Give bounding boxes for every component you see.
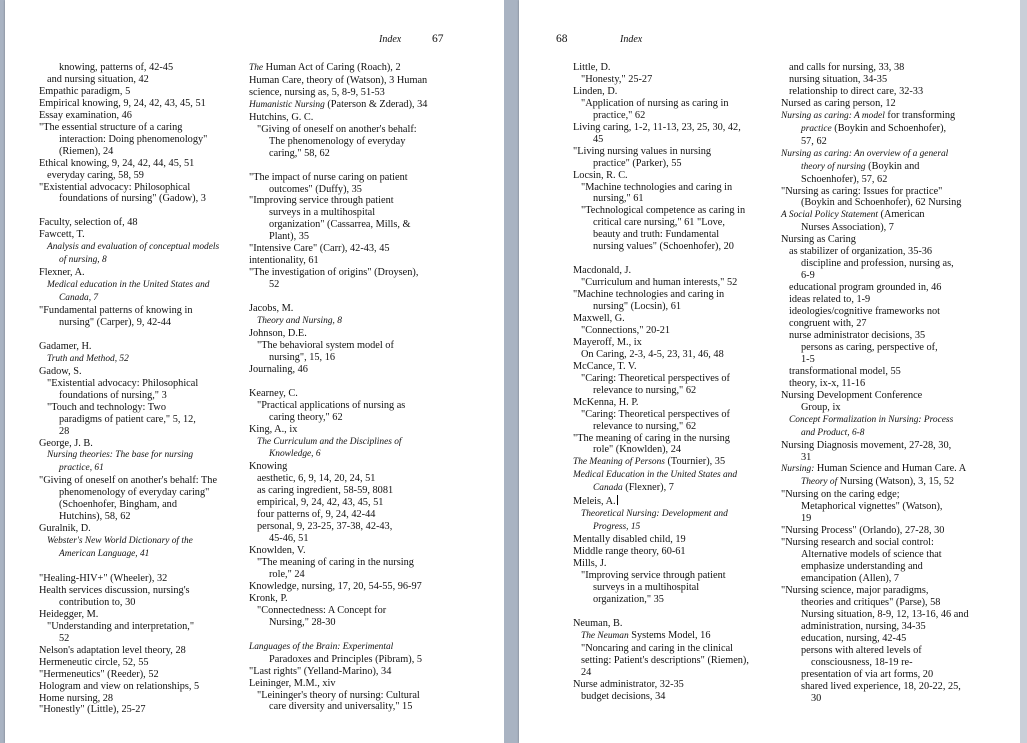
index-entry: practice, 61: [59, 463, 104, 474]
index-entry: Humanistic Nursing (Paterson & Zderad), 34: [249, 98, 428, 110]
index-entry: setting: Patient's descriptions" (Riemen),: [581, 654, 749, 666]
index-entry: "Caring: Theoretical perspectives of: [581, 408, 730, 420]
index-entry: 1-5: [801, 353, 815, 365]
index-entry: and calls for nursing, 33, 38: [789, 62, 905, 73]
index-entry: consciousness, 18-19 re-: [811, 656, 913, 668]
index-entry: Faculty, selection of, 48: [39, 217, 138, 229]
index-entry: 52: [59, 632, 70, 644]
index-entry: Medical education in the United States and: [47, 280, 210, 291]
index-entry: Nursing: Human Science and Human Care. A: [781, 463, 967, 475]
index-entry: Human Care, theory of (Watson), 3 Human: [249, 74, 428, 86]
index-entry: nursing situation, 34-35: [789, 73, 888, 85]
index-column-left-1: [39, 62, 239, 716]
index-entry: administration, nursing, 34-35: [801, 620, 926, 632]
index-entry: Neuman, B.: [573, 617, 623, 629]
index-entry: The Meaning of Persons (Tournier), 35: [573, 456, 726, 468]
index-entry: "Application of nursing as caring in: [581, 97, 729, 109]
index-entry: "Machine technologies and caring in: [581, 181, 733, 193]
index-entry: "Nursing research and social control:: [781, 537, 934, 549]
index-entry: emancipation (Allen), 7: [801, 573, 900, 585]
index-entry: American Language, 41: [59, 549, 150, 560]
index-entry: Home nursing, 28: [39, 692, 114, 704]
index-entry: "The behavioral system model of: [257, 339, 394, 351]
index-entry: Empirical knowing, 9, 24, 42, 43, 45, 51: [39, 97, 206, 109]
index-entry: Kronk, P.: [249, 592, 288, 604]
index-entry: persons as caring, perspective of,: [801, 341, 938, 353]
index-entry: Nursing situation, 8-9, 12, 13-16, 46 and: [801, 608, 969, 620]
index-entry: Empathic paradigm, 5: [39, 85, 131, 97]
index-entry: Nurses Association), 7: [801, 222, 894, 234]
page-number: 68: [556, 33, 568, 45]
index-entry: role," 24: [269, 568, 305, 580]
index-entry: Mentally disabled child, 19: [573, 534, 686, 546]
index-entry: "Connections," 20-21: [581, 324, 671, 336]
index-entry: Maxwell, G.: [573, 313, 625, 324]
index-entry: George, J. B.: [39, 437, 93, 449]
index-entry: 19: [801, 513, 812, 525]
index-entry: Truth and Method, 52: [47, 353, 129, 364]
index-entry: 45: [593, 133, 604, 145]
index-entry: Canada (Flexner), 7: [593, 482, 674, 494]
index-entry: "The impact of nurse caring on patient: [249, 171, 408, 183]
index-entry: Nursing theories: The base for nursing: [47, 450, 194, 461]
index-entry: beauty and truth: Fundamental: [593, 229, 720, 241]
index-entry: ideologies/cognitive frameworks not: [789, 306, 940, 318]
entry-spacer: [39, 205, 239, 217]
index-entry: theory of nursing (Boykin and: [801, 160, 920, 172]
index-entry: 24: [581, 666, 592, 678]
index-entry: King, A., ix: [249, 423, 298, 435]
index-entry: role" (Knowlden), 24: [593, 444, 681, 456]
index-column-left-2: [249, 62, 445, 713]
index-entry: Nursed as caring person, 12: [781, 97, 896, 109]
index-entry: Heidegger, M.: [39, 608, 99, 620]
entry-spacer: [39, 561, 239, 573]
index-entry: science, nursing as, 5, 8-9, 51-53: [249, 86, 385, 98]
index-entry: Ethical knowing, 9, 24, 42, 44, 45, 51: [39, 157, 195, 169]
index-entry: The phenomenology of everyday: [269, 135, 406, 147]
index-entry: (Riemen), 24: [59, 145, 114, 157]
index-entry: On Caring, 2-3, 4-5, 23, 31, 46, 48: [581, 348, 724, 360]
index-entry: Fawcett, T.: [39, 229, 85, 241]
index-entry: educational program grounded in, 46: [789, 282, 942, 294]
index-entry: Locsin, R. C.: [573, 169, 628, 181]
index-entry: Guralnik, D.: [39, 523, 91, 535]
index-entry: Plant), 35: [269, 231, 310, 243]
index-entry: "Machine technologies and caring in: [573, 289, 725, 301]
index-entry: "Existential advocacy: Philosophical: [39, 181, 191, 193]
index-entry: critical care nursing," 61 "Love,: [593, 217, 725, 229]
index-entry: "Curriculum and human interests," 52: [581, 277, 738, 289]
index-entry: McKenna, H. P.: [573, 396, 639, 408]
index-entry: "Technological competence as caring in: [581, 205, 746, 217]
index-entry: surveys in a multihospital: [269, 207, 376, 219]
index-entry: nursing values" (Schoenhofer), 20: [593, 241, 734, 253]
index-entry: theory, ix-x, 11-16: [789, 377, 866, 389]
index-entry: A Social Policy Statement (American: [781, 209, 925, 221]
index-entry: Linden, D.: [573, 85, 618, 97]
index-entry: "Improving service through patient: [581, 570, 726, 582]
index-entry: Medical Education in the United States and: [573, 470, 738, 481]
index-entry: caring theory," 62: [269, 411, 343, 423]
index-entry: of nursing, 8: [59, 255, 107, 266]
index-entry: (Boykin and Schoenhofer), 62 Nursing: [801, 197, 962, 209]
index-entry: "Giving of oneself on another's behalf:: [257, 123, 417, 135]
vertical-scrollbar[interactable]: [1020, 0, 1027, 743]
index-entry: relationship to direct care, 32-33: [789, 85, 924, 97]
index-entry: 31: [801, 451, 812, 463]
index-entry: "Caring: Theoretical perspectives of: [581, 372, 730, 384]
index-entry: practice (Boykin and Schoenhofer),: [801, 122, 947, 134]
index-entry: practice" (Parker), 55: [593, 157, 682, 169]
entry-spacer: [573, 606, 769, 618]
index-entry: Knowledge, nursing, 17, 20, 54-55, 96-97: [249, 580, 422, 592]
index-entry: Schoenhofer), 57, 62: [801, 173, 888, 185]
index-entry: "Connectedness: A Concept for: [257, 604, 387, 616]
index-entry: "Improving service through patient: [249, 195, 394, 207]
index-entry: "Last rights" (Yelland-Marino), 34: [249, 665, 392, 677]
index-entry: Hutchins), 58, 62: [59, 511, 131, 523]
index-entry: Health services discussion, nursing's: [39, 584, 190, 596]
index-entry: organization" (Cassarrea, Mills, &: [269, 219, 411, 231]
index-entry: The Neuman Systems Model, 16: [581, 629, 711, 641]
text-cursor: [617, 495, 618, 505]
index-entry: "Living nursing values in nursing: [573, 145, 712, 157]
index-entry: shared lived experience, 18, 20-22, 25,: [801, 680, 961, 692]
index-entry: presentation of via art forms, 20: [801, 668, 934, 680]
index-entry: Hologram and view on relationships, 5: [39, 680, 200, 692]
index-entry: The Curriculum and the Disciplines of: [257, 436, 402, 447]
page-header: [379, 33, 401, 45]
index-entry: Theory of Nursing (Watson), 3, 15, 52: [801, 476, 955, 488]
index-entry: "Intensive Care" (Carr), 42-43, 45: [249, 243, 390, 255]
index-entry: as caring ingredient, 58-59, 8081: [257, 485, 394, 497]
index-entry: Essay examination, 46: [39, 109, 132, 121]
index-entry: Nursing Diagnosis movement, 27-28, 30,: [781, 439, 952, 451]
index-entry: emphasize understanding and: [801, 561, 923, 573]
index-entry: "The meaning of caring in the nursing: [573, 432, 730, 444]
page-header: [620, 33, 642, 45]
document-page-67: [5, 0, 504, 743]
index-column-right-1: [573, 62, 769, 702]
page-gap: [504, 0, 519, 743]
index-entry: paradigms of patient care," 5, 12,: [59, 413, 196, 425]
entry-spacer: [573, 253, 769, 265]
index-entry: Nursing Development Conference: [781, 389, 923, 401]
index-entry: and nursing situation, 42: [47, 73, 149, 85]
index-entry: knowing, patterns of, 42-45: [59, 62, 174, 73]
index-entry: Paradoxes and Principles (Pibram), 5: [269, 653, 422, 665]
index-entry: intentionality, 61: [249, 255, 319, 267]
index-entry: "Nursing science, major paradigms,: [781, 584, 929, 596]
index-entry: transformational model, 55: [789, 365, 901, 377]
index-entry: Knowledge, 6: [269, 449, 321, 460]
index-entry: relevance to nursing," 62: [593, 384, 697, 396]
index-entry: Knowlden, V.: [249, 545, 306, 557]
index-entry: Concept Formalization in Nursing: Process: [789, 414, 954, 425]
index-entry: Journaling, 46: [249, 363, 308, 375]
index-entry: empirical, 9, 24, 42, 43, 45, 51: [257, 497, 384, 509]
entry-spacer: [249, 291, 445, 303]
index-entry: surveys in a multihospital: [593, 581, 700, 593]
index-entry: phenomenology of everyday caring": [59, 487, 210, 499]
index-entry: foundations of nursing" (Gadow), 3: [59, 193, 206, 205]
index-entry: "Healing-HIV+" (Wheeler), 32: [39, 572, 168, 584]
index-entry: outcomes" (Duffy), 35: [269, 183, 362, 195]
index-entry: theories and critiques" (Parse), 58: [801, 596, 941, 608]
index-entry: organization," 35: [593, 593, 664, 605]
index-entry: Languages of the Brain: Experimental: [249, 641, 394, 652]
index-entry: Johnson, D.E.: [249, 327, 307, 339]
index-entry: "Existential advocacy: Philosophical: [47, 377, 199, 389]
index-entry: Little, D.: [573, 62, 611, 73]
index-entry: 52: [269, 279, 280, 291]
index-entry: nursing" (Carper), 9, 42-44: [59, 317, 172, 328]
entry-spacer: [249, 376, 445, 388]
index-entry: personal, 9, 23-25, 37-38, 42-43,: [257, 521, 393, 533]
index-entry: nurse administrator decisions, 35: [789, 329, 926, 341]
index-entry: "Honestly" (Little), 25-27: [39, 704, 146, 716]
index-entry: Jacobs, M.: [249, 303, 294, 315]
index-entry: Meleis, A.: [573, 496, 616, 508]
index-entry: 30: [811, 692, 822, 704]
index-entry: 28: [59, 425, 70, 437]
index-entry: Living caring, 1-2, 11-13, 23, 25, 30, 42,: [573, 121, 741, 133]
index-entry: 6-9: [801, 270, 815, 282]
index-column-right-2: [781, 62, 981, 705]
index-entry: Canada, 7: [59, 293, 99, 304]
index-entry: contribution to, 30: [59, 596, 136, 608]
index-entry: Gadamer, H.: [39, 340, 92, 352]
index-entry: "Honesty," 25-27: [581, 73, 653, 85]
index-entry: Nursing as caring: A model for transforming: [781, 109, 956, 121]
index-entry: McCance, T. V.: [573, 360, 637, 372]
index-entry: Metaphorical vignettes" (Watson),: [801, 501, 943, 513]
index-entry: "The meaning of caring in the nursing: [257, 557, 414, 569]
index-entry: Kearney, C.: [249, 387, 298, 399]
index-entry: Mills, J.: [573, 558, 607, 570]
index-entry: Analysis and evaluation of conceptual models: [47, 242, 220, 253]
index-entry: nursing," 61: [593, 193, 644, 205]
entry-spacer: [249, 160, 445, 172]
index-entry: "Leininger's theory of nursing: Cultural: [257, 689, 420, 701]
index-entry: "Nursing as caring: Issues for practice": [781, 185, 943, 197]
index-entry: foundations of nursing," 3: [59, 389, 167, 401]
index-entry: "Fundamental patterns of knowing in: [39, 305, 193, 317]
index-entry: "Hermeneutics" (Reeder), 52: [39, 668, 159, 680]
index-entry: Hutchins, G. C.: [249, 111, 314, 123]
entry-spacer: [249, 629, 445, 641]
index-entry: "Understanding and interpretation,": [47, 620, 195, 632]
index-entry: caring," 58, 62: [269, 147, 330, 159]
index-entry: aesthetic, 6, 9, 14, 20, 24, 51: [257, 473, 376, 485]
index-entry: ideas related to, 1-9: [789, 294, 871, 306]
index-entry: Progress, 15: [593, 522, 641, 533]
index-entry: Flexner, A.: [39, 267, 85, 279]
index-entry: everyday caring, 58, 59: [47, 169, 144, 181]
index-entry: budget decisions, 34: [581, 690, 666, 702]
index-entry: Mayeroff, M., ix: [573, 336, 642, 348]
index-entry: Webster's New World Dictionary of the: [47, 536, 193, 547]
index-entry: Nursing as caring: An overview of a general: [781, 148, 949, 159]
index-entry: practice," 62: [593, 109, 646, 121]
index-entry: "The investigation of origins" (Droysen),: [249, 267, 419, 279]
index-entry: discipline and profession, nursing as,: [801, 258, 954, 270]
index-entry: "Nursing Process" (Orlando), 27-28, 30: [781, 525, 945, 537]
index-entry: Nurse administrator, 32-35: [573, 678, 684, 690]
index-entry: education, nursing, 42-45: [801, 632, 907, 644]
index-entry: persons with altered levels of: [801, 644, 922, 656]
index-entry: congruent with, 27: [789, 318, 867, 330]
index-entry: Gadow, S.: [39, 365, 82, 377]
entry-spacer: [39, 329, 239, 341]
index-entry: Theoretical Nursing: Development and: [581, 509, 728, 520]
index-entry: interaction: Doing phenomenology": [59, 133, 208, 145]
index-entry: "Practical applications of nursing as: [257, 399, 406, 411]
running-head: Index: [379, 34, 402, 45]
index-entry: Nursing as Caring: [781, 234, 856, 246]
index-entry: care diversity and universality," 15: [269, 701, 413, 713]
index-entry: "Nursing on the caring edge;: [781, 489, 900, 501]
index-entry: nursing", 15, 16: [269, 351, 335, 363]
index-entry: Hermeneutic circle, 52, 55: [39, 656, 149, 668]
document-page-68: [519, 0, 1027, 743]
index-entry: four patterns of, 9, 24, 42-44: [257, 509, 376, 521]
index-entry: 57, 62: [801, 135, 827, 147]
index-entry: "The essential structure of a caring: [39, 121, 183, 133]
index-entry: relevance to nursing," 62: [593, 420, 697, 432]
index-entry: (Schoenhofer, Bingham, and: [59, 499, 177, 511]
index-entry: Group, ix: [801, 401, 841, 413]
index-entry: and Product, 6-8: [801, 427, 865, 438]
index-entry: "Giving of oneself on another's behalf: The: [39, 475, 218, 487]
index-entry: Macdonald, J.: [573, 265, 632, 277]
index-entry: as stabilizer of organization, 35-36: [789, 246, 933, 258]
index-entry: Theory and Nursing, 8: [257, 315, 342, 326]
index-entry: "Noncaring and caring in the clinical: [581, 642, 734, 654]
page-number: 67: [432, 33, 444, 45]
index-entry: nursing" (Locsin), 61: [593, 301, 681, 313]
index-entry: 45-46, 51: [269, 533, 309, 545]
index-entry: Nelson's adaptation level theory, 28: [39, 644, 186, 656]
index-entry: Knowing: [249, 461, 288, 473]
index-entry: Alternative models of science that: [801, 549, 942, 561]
index-entry: Middle range theory, 60-61: [573, 546, 686, 558]
index-entry: The Human Act of Caring (Roach), 2: [249, 62, 401, 73]
index-entry: "Touch and technology: Two: [47, 401, 166, 413]
index-entry: Leininger, M.M., xiv: [249, 677, 336, 689]
running-head: Index: [620, 34, 643, 45]
index-entry: Nursing," 28-30: [269, 616, 336, 628]
